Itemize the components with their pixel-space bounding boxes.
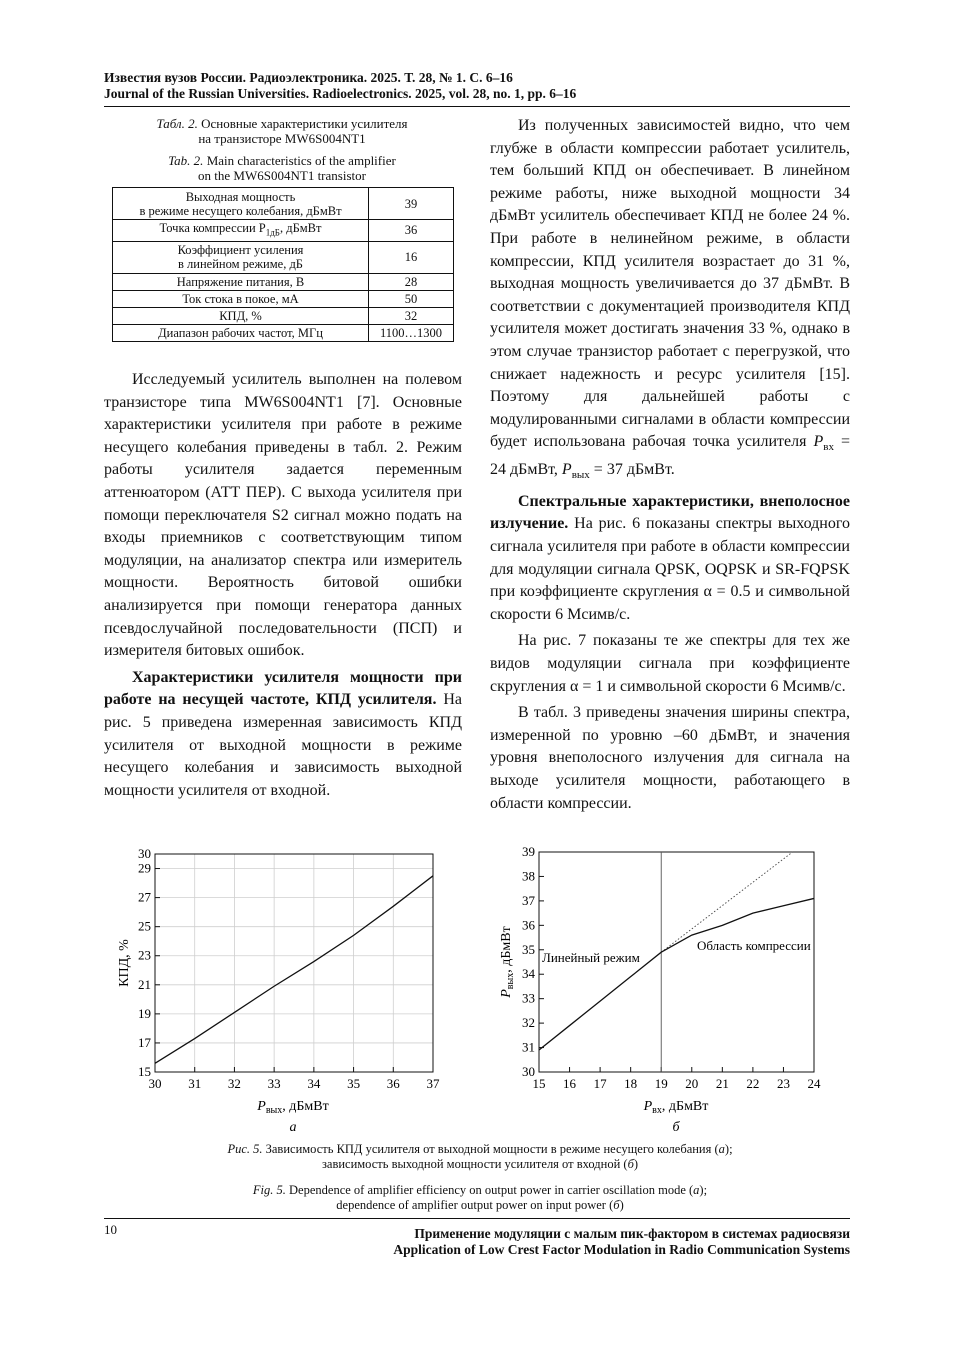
y-tick-label: 37 [522,892,535,908]
x-tick-label: 23 [776,1076,790,1091]
y-tick-label: 31 [522,1039,535,1055]
x-tick-label: 18 [624,1076,638,1091]
footer-title-en: Application of Low Crest Factor Modulation in Radio Communication Systems [393,1242,850,1257]
x-tick-label: 20 [685,1076,699,1091]
y-tick-label: 19 [138,1005,151,1021]
y-axis-label: $P_{вых}$, дБмВт [499,926,516,998]
table-cell-param: Выходная мощность в режиме несущего колебания, дБмВт [113,188,369,220]
table-cell-value: 1100…1300 [369,324,454,341]
table-cell-value: 39 [369,188,454,220]
running-header-ru: Известия вузов России. Радиоэлектроника. 2025. Т. 28, № 1. С. 6–16 [104,70,513,85]
table-cell-value: 36 [369,220,454,242]
y-tick-label: 23 [138,947,151,963]
table-cell-param: Коэффициент усиления в линейном режиме, дБ [113,241,369,273]
table-caption-en-text2: on the MW6S004NT1 transistor [198,168,366,183]
annotation-linear-region: Линейный режим [542,950,640,965]
series-line-output-power [539,898,814,1050]
table-row [113,273,454,290]
x-tick-label: 35 [347,1076,361,1091]
paragraph: На рис. 7 показаны те же спектры для тех же видов модуляции сигнала при коэффициенте скругления α = 1 и символьной скорости 6 Мсимв/с. [490,632,850,695]
x-tick-label: 37 [426,1076,440,1091]
y-tick-label: 32 [522,1015,535,1031]
right-column [490,115,850,815]
x-tick-label: 17 [593,1076,607,1091]
table-caption-en-text: Main characteristics of the amplifier [206,153,396,168]
output-power-chart [484,840,834,1140]
table-caption-ru-label: Табл. 2. [156,116,198,131]
table-caption-ru-text2: на транзисторе MW6S004NT1 [198,131,366,146]
paragraph: Спектральные характеристики, внеполосное излучение. На рис. 6 показаны спектры выходного сигнала усилителя при работе в области компрессии для модуляции сигнала QPSK, OQPSK и SR-FQPSK при коэффициенте скругления α = 0.5 и символьной скорости 6 Мсимв/с. [490,492,850,623]
table-cell-value: 32 [369,307,454,324]
x-tick-label: 36 [386,1076,400,1091]
table-cell-param: Диапазон рабочих частот, МГц [113,324,369,341]
y-tick-label: 27 [138,889,151,905]
x-tick-label: 19 [654,1076,668,1091]
y-tick-label: 33 [522,990,535,1006]
x-tick-label: 33 [267,1076,281,1091]
table-cell-value: 16 [369,241,454,273]
x-tick-label: 31 [188,1076,202,1091]
y-tick-label: 17 [138,1034,151,1050]
x-tick-label: 30 [148,1076,162,1091]
footer-rule [104,1218,850,1219]
table-cell-param: КПД, % [113,307,369,324]
section-heading: Характеристики усилителя мощности при работе на несущей частоте, КПД усилителя. [104,668,462,709]
x-tick-label: 22 [746,1076,760,1091]
figure-caption-en: Fig. 5. Dependence of amplifier efficiency on output power in carrier oscillation mode (a); dependence of amplifier output power on input power (б) [252,1183,708,1212]
annotation-compression-region: Область компрессии [697,938,811,953]
table-caption-ru [112,116,452,146]
paragraph: Из полученных зависимостей видно, что чем глубже в области компрессии работает усилитель, тем больший КПД он обеспечивает. В линейном режиме работы, ниже выходной мощности 34 дБмВт усилитель обеспечивает КПД не более 24 %. При работе в нелинейном режиме, в области компрессии, КПД усилителя возрастает до 31 %, выходная мощность увеличивается до 37 дБмВт. В соответствии с документацией производителя КПД усилителя может достигать значения 33 %, однако в этом случае транзистор работает с перегрузкой, что снижает надежность и ресурс усилителя [15]. Поэтому для дальнейшей работы с модулированными сигналами в области компрессии будет использована рабочая точка усилителя $P_{вх} = 24$ дБмВт, $P_{вых} = 37$ дБмВт. [490,117,851,482]
panel-label: б [672,1120,680,1135]
footer-title-ru: Применение модуляции с малым пик-фактором в системах радиосвязи [414,1226,850,1241]
running-header-en: Journal of the Russian Universities. Radioelectronics. 2025, vol. 28, no. 1, pp. 6–16 [104,86,577,101]
x-axis-label: $P_{вых}$, дБмВт [257,1099,329,1116]
characteristics-table [112,187,454,342]
paragraph: Исследуемый усилитель выполнен на полевом транзисторе типа MW6S004NT1 [7]. Основные характеристики усилителя при работе в режиме несущего колебания приведены в табл. 2. Режим работы усилителя задается переменным аттенюатором (АТТ ПЕР). С выхода усилителя при помощи переключателя S2 сигнал можно подать на входы приемников с соответствующим типом модуляции, на анализатор спектра или измеритель мощности. Вероятность битовой ошибки анализируется при помощи генератора данных псевдослучайной последовательности (ПСП) и измерителя битовых ошибок. [104,371,462,660]
plot-frame [155,854,433,1072]
y-tick-label: 25 [138,918,151,934]
page-number: 10 [104,1222,117,1237]
x-tick-label: 34 [307,1076,321,1091]
table-row [113,188,454,220]
y-tick-label: 34 [522,966,535,982]
paragraph: Характеристики усилителя мощности при работе на несущей частоте, КПД усилителя. На рис. 5 приведена измеренная зависимость КПД усилителя от выходной мощности в режиме несущего колебания и зависимость выходной мощности усилителя от входной. [104,668,462,799]
table-cell-param: Напряжение питания, В [113,273,369,290]
table-cell-param: Ток стока в покое, мА [113,290,369,307]
series-line-efficiency [155,876,433,1063]
table-cell-value: 28 [369,273,454,290]
y-tick-label: 21 [138,976,151,992]
paragraph: В табл. 3 приведены значения ширины спектра, измеренной по уровню –60 дБмВт, и значения уровня внеполосного излучения для сигнала на выходе усилителя мощности, работающего в области компрессии. [490,704,850,812]
table-cell-param: Точка компрессии $P_{1дБ}$, дБмВт [113,220,369,242]
table-caption-en [112,153,452,183]
y-tick-label: 15 [138,1064,151,1079]
table-row [113,307,454,324]
y-tick-label: 29 [138,860,151,876]
y-tick-label: 36 [522,917,535,933]
x-tick-label: 21 [715,1076,729,1091]
table-cell-value: 50 [369,290,454,307]
table-row [113,220,454,242]
y-tick-label: 30 [522,1064,535,1079]
figure-caption-ru: Рис. 5. Зависимость КПД усилителя от выходной мощности в режиме несущего колебания (а); зависимость выходной мощности усилителя от входной (б) [227,1142,733,1171]
x-tick-label: 32 [227,1076,241,1091]
y-tick-label: 30 [138,846,151,861]
y-tick-label: 38 [522,868,535,884]
section-heading: Спектральные характеристики, внеполосное излучение. [490,492,850,533]
left-column [104,369,462,802]
x-tick-label: 15 [532,1076,546,1091]
y-tick-label: 39 [522,844,535,859]
header-rule [104,106,850,107]
panel-label: а [289,1120,297,1135]
x-tick-label: 24 [807,1076,821,1091]
x-tick-label: 16 [563,1076,577,1091]
table-row [113,241,454,273]
table-row [113,290,454,307]
x-axis-label: $P_{вх}$, дБмВт [643,1099,709,1116]
y-tick-label: 35 [522,941,535,957]
table-caption-ru-text: Основные характеристики усилителя [201,116,408,131]
efficiency-chart [100,840,460,1140]
table-caption-en-label: Tab. 2. [168,153,204,168]
y-axis-label: КПД, % [117,939,132,987]
table-row [113,324,454,341]
